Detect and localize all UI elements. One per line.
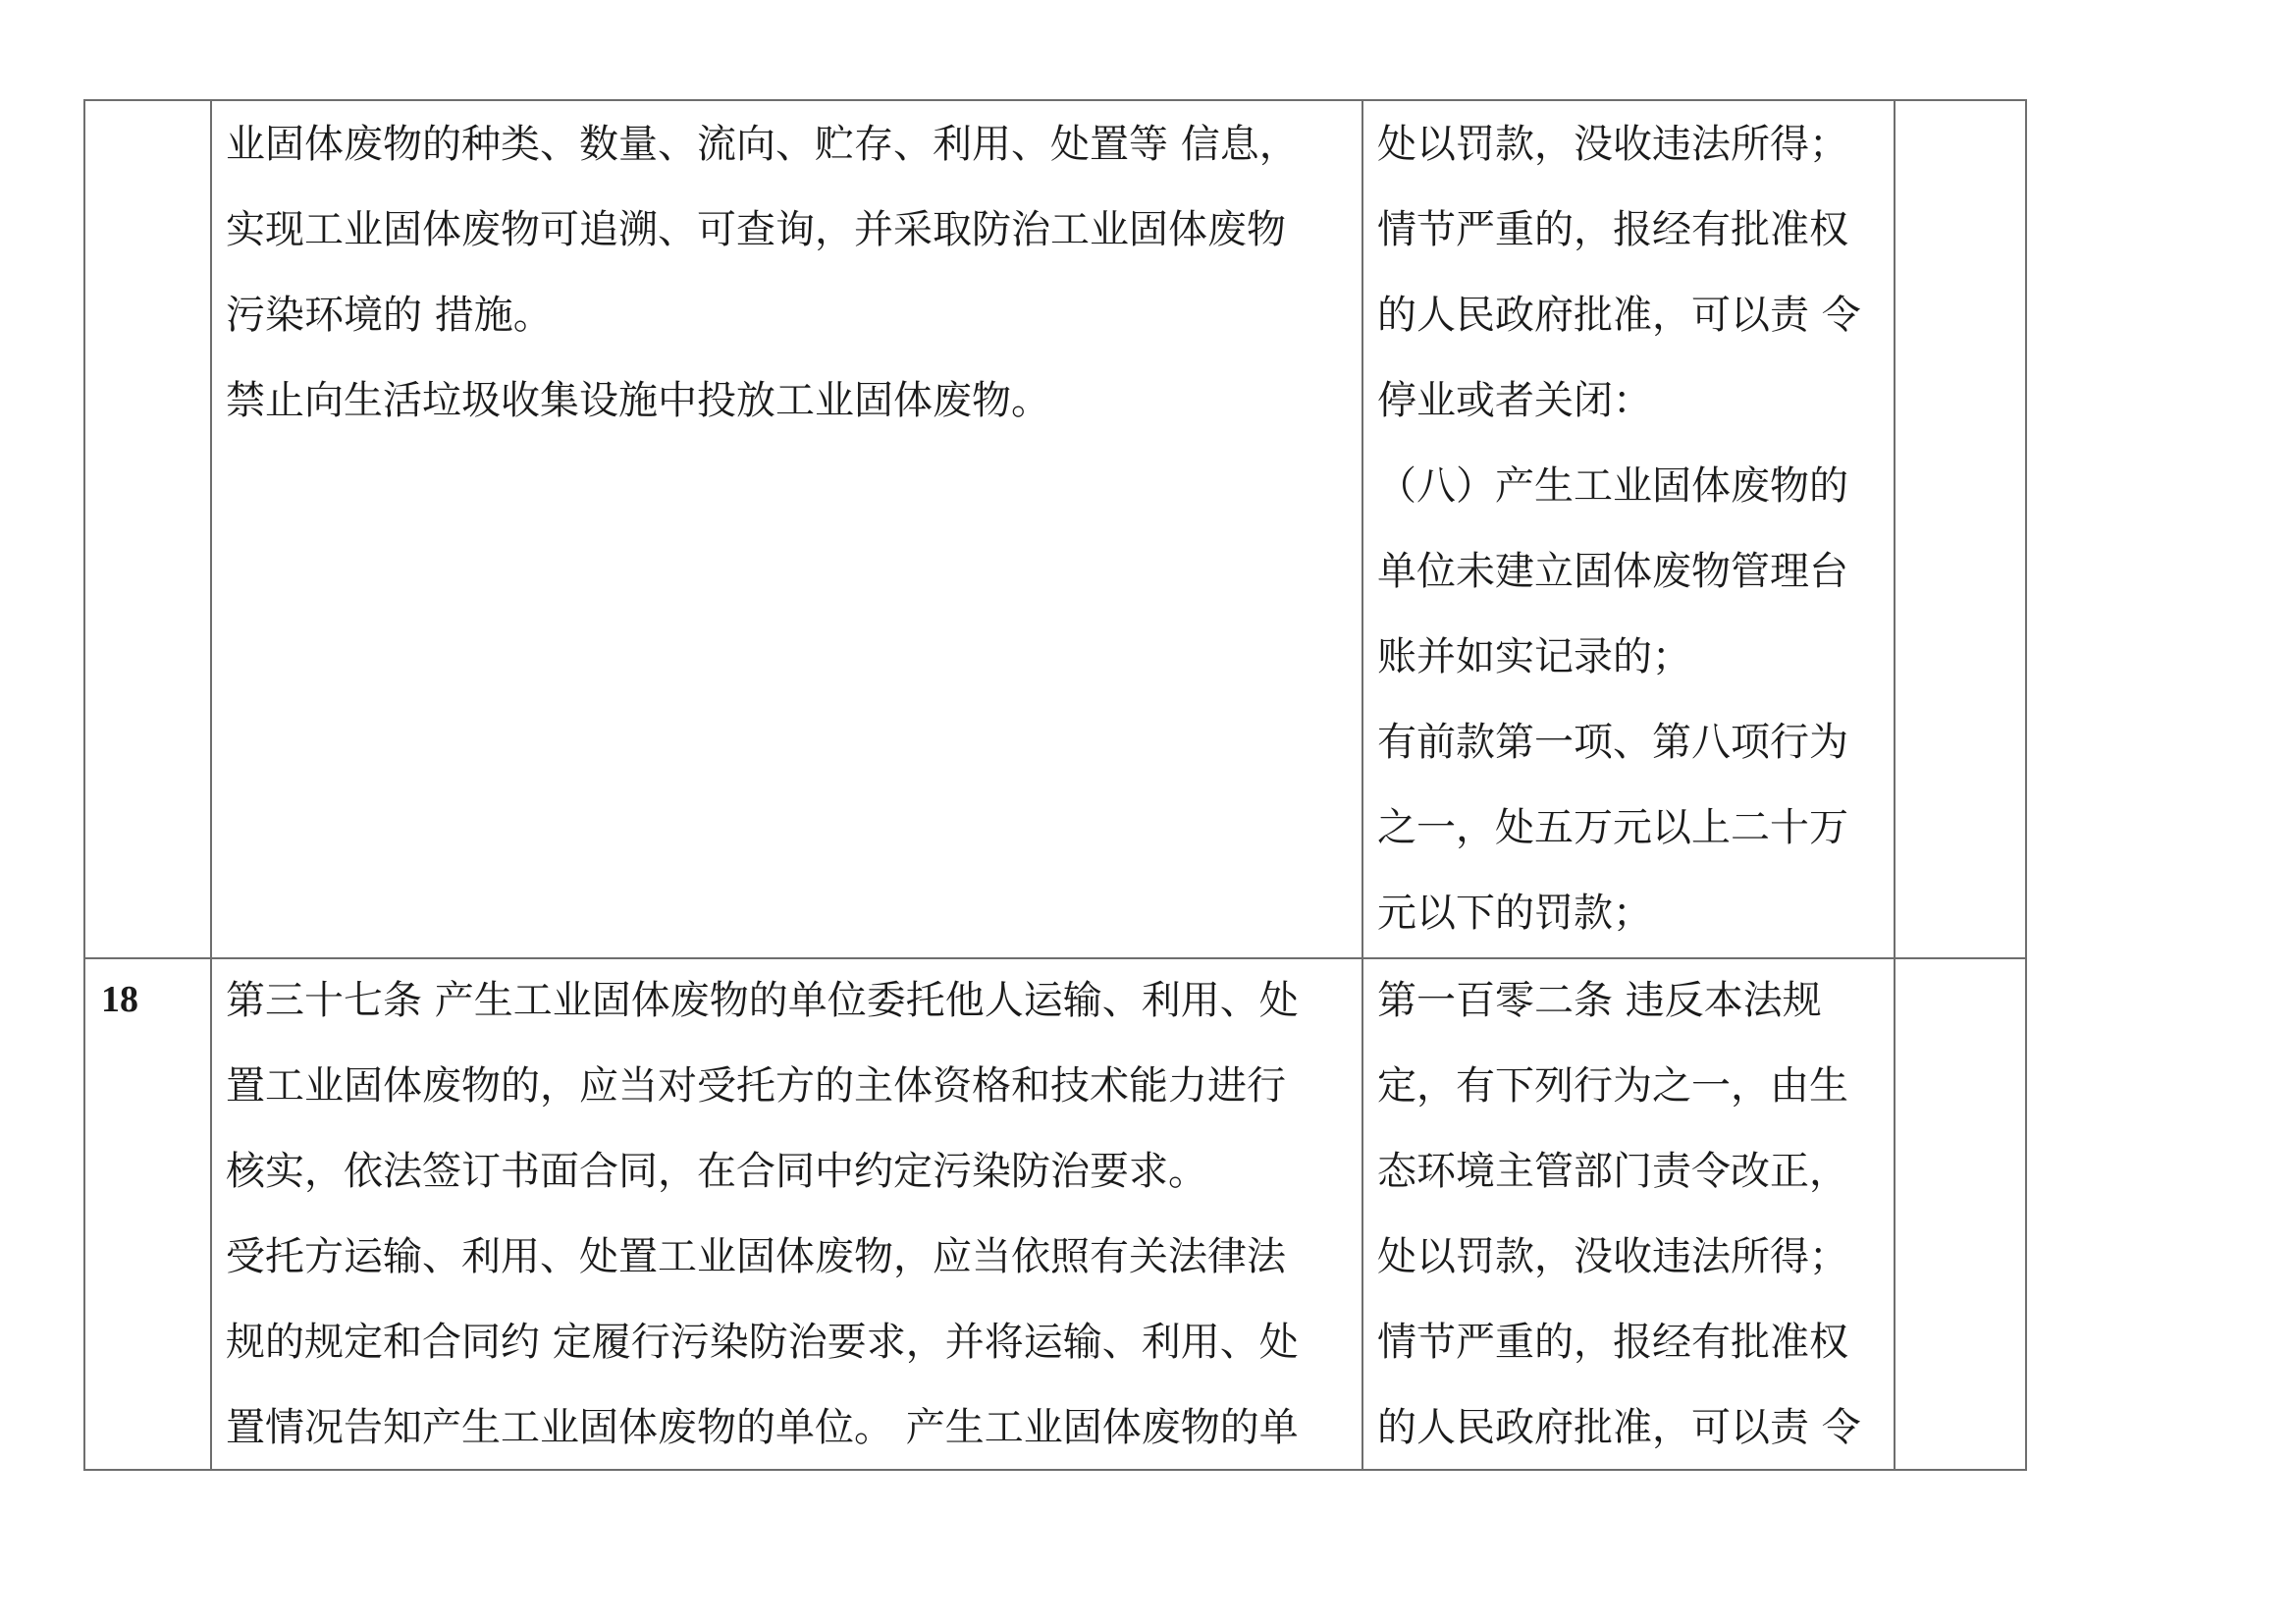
text-line: 核实，依法签订书面合同，在合同中约定污染防治要求。: [226, 1149, 1207, 1194]
text-line: 的人民政府批准，可以责 令: [1377, 293, 1861, 338]
text-line: 定，有下列行为之一，由生: [1377, 1063, 1848, 1109]
text-line: 之一，处五万元以上二十万: [1377, 805, 1848, 850]
text-line: 的人民政府批准，可以责 令: [1377, 1405, 1861, 1450]
text-line: 实现工业固体废物可追溯、可查询，并采取防治工业固体废物: [226, 207, 1286, 252]
provision-cell: [226, 958, 1299, 1471]
text-line: 规的规定和合同约 定履行污染防治要求，并将运输、利用、处: [226, 1320, 1299, 1365]
text-line: （八）产生工业固体废物的: [1377, 463, 1848, 509]
text-line: 污染环境的 措施。: [226, 293, 553, 338]
text-line: 业固体废物的种类、数量、流向、贮存、利用、处置等 信息，: [226, 122, 1299, 167]
text-line: 置情况告知产生工业固体废物的单位。 产生工业固体废物的单: [226, 1405, 1299, 1450]
row-number-cell: 18: [101, 979, 138, 1020]
text-line: 情节严重的，报经有批准权: [1377, 1320, 1848, 1365]
text-line: 停业或者关闭：: [1377, 378, 1652, 423]
text-line: 处以罚款，没收违法所得；: [1377, 1234, 1848, 1279]
column-divider: [1894, 101, 1896, 1469]
text-line: 受托方运输、利用、处置工业固体废物，应当依照有关法律法: [226, 1234, 1286, 1279]
text-line: 第一百零二条 违反本法规: [1377, 978, 1822, 1023]
regulation-table: [83, 99, 2027, 1471]
penalty-cell: [1377, 958, 1861, 1471]
text-line: 置工业固体废物的，应当对受托方的主体资格和技术能力进行: [226, 1063, 1286, 1109]
text-line: 账并如实记录的；: [1377, 634, 1691, 679]
text-line: 单位未建立固体废物管理台: [1377, 549, 1848, 594]
text-line: 元以下的罚款；: [1377, 891, 1652, 936]
text-line: 禁止向生活垃圾收集设施中投放工业固体废物。: [226, 378, 1050, 423]
column-divider: [1362, 101, 1363, 1469]
column-divider: [210, 101, 212, 1469]
text-line: 态环境主管部门责令改正，: [1377, 1149, 1848, 1194]
penalty-cell: [1377, 102, 1861, 956]
provision-cell: [226, 102, 1299, 444]
text-line: 有前款第一项、第八项行为: [1377, 720, 1848, 765]
text-line: 第三十七条 产生工业固体废物的单位委托他人运输、利用、处: [226, 978, 1299, 1023]
text-line: 情节严重的，报经有批准权: [1377, 207, 1848, 252]
text-line: 处以罚款，没收违法所得；: [1377, 122, 1848, 167]
